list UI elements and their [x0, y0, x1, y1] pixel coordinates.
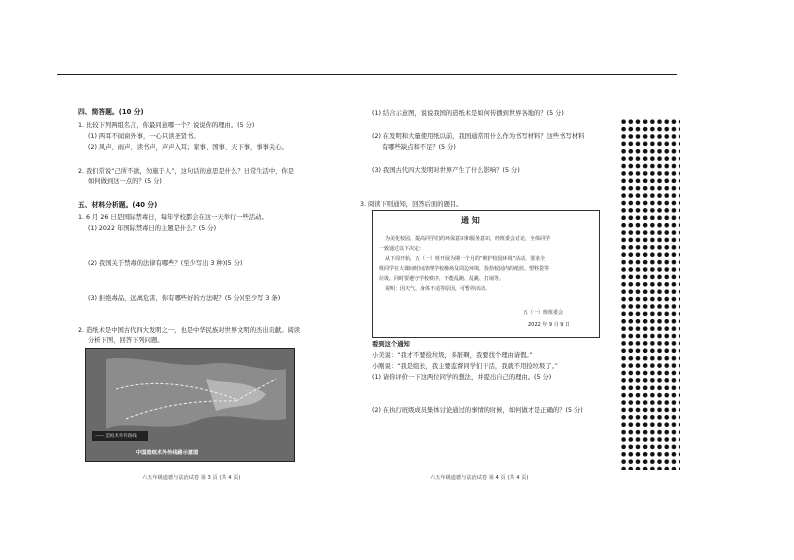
student-zhang-quote: 小刚说：“我是组长，我主要监督同学们干活，我就不用捡垃圾了。”: [372, 363, 558, 370]
question-4-part-2: (2) 在发明和大量使用纸以前，我国通常用什么作为书写材料？这些书写材料: [372, 133, 585, 140]
section4-title: 四、简答题。(10 分): [78, 108, 144, 116]
notice-line-2: 一致通过以下决定：: [379, 246, 425, 252]
map-graphic: [86, 349, 294, 461]
section5-title: 五、材料分析题。(40 分): [78, 201, 158, 209]
question-4-part-1: (1) 结合示意图，说说我国的造纸术是如何传播到世界各地的？(5 分): [372, 110, 564, 117]
map-caption: 中国造纸术外传线路示意图: [136, 450, 199, 456]
student-li-quote: 小美说：“我才不要捡垃圾，多脏啊，我要找个理由请假。”: [372, 352, 533, 359]
question-1-option-a: (1) 两耳不闻窗外事，一心只读圣贤书。: [88, 133, 200, 140]
question-3-part-1: (1) 2022 年国际禁毒日的主题是什么？(5 分): [88, 225, 217, 232]
notice-signature: 五（一）班班委会: [523, 310, 564, 316]
question-5-part-2: (2) 在执行班级成员集体讨论通过的事情的时候，如何做才是正确的？(5 分): [372, 407, 583, 414]
notice-title: 通 知: [461, 216, 480, 225]
question-2: 2. 我们常说“己所不欲，勿施于人”，这句话的意思是什么？日常生活中，你是: [78, 168, 295, 175]
notice-line-5: 垃圾。同时要遵守学校秩序，不能乱跑、乱跳、打闹等。: [379, 276, 505, 282]
question-1-option-b: (2) 风声、雨声、读书声，声声入耳；家事、国事、天下事，事事关心。: [88, 144, 288, 151]
page-3-footer: 六五年级道德与法治试卷 第 3 页 (共 4 页): [142, 475, 241, 481]
notice-line-3: 从下周开始，五（一）班开展为期一个月的“维护校园环境”活动，要求全: [385, 256, 546, 262]
question-5-part-1: (1) 请你评价一下这两位同学的想法，并提出自己的理由。(5 分): [372, 374, 552, 381]
question-1: 1. 比较下列两组名言，你最同意哪一个？说说你的理由。(5 分): [78, 122, 255, 129]
notice-date: 2022 年 9 月 9 日: [528, 322, 571, 328]
notice-line-6: 说明：因天气、身体不适等原因，可暂停活动。: [385, 286, 491, 292]
question-2-cont: 如何做到这一点的？(5 分): [88, 178, 162, 185]
question-3: 1. 6 月 26 日是国际禁毒日，每年学校都会在这一天举行一些活动。: [78, 214, 268, 221]
papermaking-map: [85, 348, 295, 462]
question-4-cont: 分析下图，回答下列问题。: [88, 337, 164, 344]
notice-box: [372, 210, 600, 338]
question-3-part-2: (2) 我国关于禁毒的法律有哪些？(至少写出 3 种)(5 分): [88, 260, 243, 267]
question-5: 3. 阅读下则通知，回答后面的题目。: [360, 201, 463, 208]
question-4: 2. 造纸术是中国古代四大发明之一，也是中华民族对世界文明的杰出贡献。阅读: [78, 327, 301, 334]
notice-line-1: 为美化校园，提高同学们的环保意识和服务意识，经班委会讨论，全体同学: [385, 236, 551, 242]
question-4-part-3: (3) 我国古代四大发明对世界产生了什么影响？(5 分): [372, 167, 520, 174]
binding-dot-strip: [620, 118, 680, 470]
notice-line-4: 班同学在大课间时间清理学校操场及周边环境，捡拾校园内的纸屑、塑料袋等: [379, 266, 550, 272]
question-4-part-2-cont: 有哪些缺点和不足？(5 分): [382, 144, 456, 151]
map-legend: —— 造纸术外传路线: [95, 434, 137, 439]
handwritten-heading: 看到这个通知: [372, 341, 410, 348]
question-3-part-3: (3) 拒绝毒品，远离危害，你有哪些好的方法呢？(5 分)(至少写 3 条): [88, 295, 281, 302]
page-4-footer: 六五年级道德与法治试卷 第 4 页 (共 4 页): [430, 475, 529, 481]
